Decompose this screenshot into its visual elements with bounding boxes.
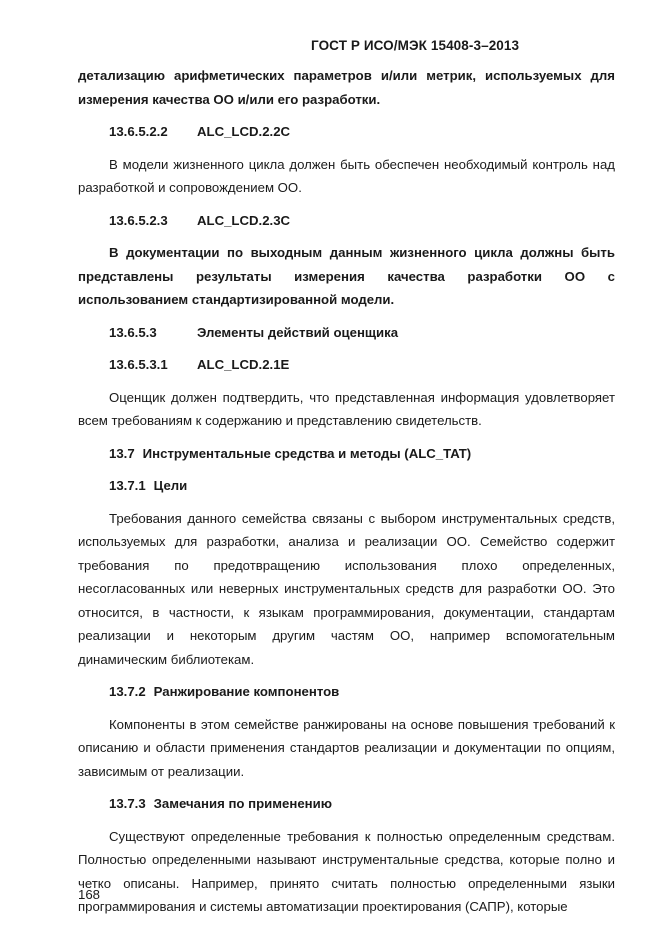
section-number: 13.6.5.3: [109, 324, 157, 340]
paragraph-bold: В документации по выходным данным жизненного цикла должны быть представлены результаты измерения качества разработки ОО с использованием стандартизированной модели.: [78, 245, 615, 307]
paragraph: Существуют определенные требования к полностью определенным средствам. Полностью определенными называют инструментальные средства, которые полно и четко описаны. Например, принято считать полностью определенными языки программирования и системы автоматизации проектирования (САПР), которые: [78, 828, 615, 914]
page-header-standard-title: ГОСТ Р ИСО/МЭК 15408-3–2013: [311, 38, 520, 53]
paragraph: Компоненты в этом семействе ранжированы на основе повышения требований к описанию и области применения стандартов реализации и документации по опциям, зависимым от реализации.: [78, 716, 615, 779]
section-title: ALC_LCD.2.3C: [197, 212, 291, 228]
section-title: Ранжирование компонентов: [153, 684, 340, 699]
paragraph: В модели жизненного цикла должен быть обеспечен необходимый контроль над разработкой и сопровождением ОО.: [78, 156, 615, 195]
document-body: [78, 64, 615, 919]
section-heading-13-6-5-2-2: [78, 120, 615, 144]
section-number: 13.7: [109, 445, 135, 461]
section-heading-13-7-2: [78, 680, 615, 704]
section-title: Цели: [153, 478, 188, 493]
page-number: 168: [78, 887, 101, 902]
section-title: Замечания по применению: [153, 796, 332, 811]
section-number: 13.7.2: [109, 684, 146, 699]
section-title: ALC_LCD.2.1E: [197, 357, 290, 372]
section-number: 13.7.3: [109, 796, 146, 811]
section-heading-13-7-3: [78, 792, 615, 816]
paragraph: Требования данного семейства связаны с выбором инструментальных средств, используемых для разработки, анализа и реализации ОО. Семейство содержит требования по предотвращению использования плохо определенных, несогласованных или неверных инструментальных средств для разработки ОО. Это относится, в частности, к языкам программирования, документации, стандартам реализации и некоторым другим частям ОО, например вспомогательным динамическим библиотекам.: [78, 510, 615, 667]
section-heading-13-6-5-3: [78, 321, 615, 345]
section-heading-13-6-5-2-3: [78, 209, 615, 233]
paragraph: Оценщик должен подтвердить, что представленная информация удовлетворяет всем требованиям к содержанию и представлению свидетельств.: [78, 389, 615, 428]
section-number: 13.6.5.2.3: [109, 212, 168, 228]
section-number: 13.6.5.3.1: [109, 357, 168, 372]
section-title: ALC_LCD.2.2C: [197, 124, 291, 139]
section-title: Инструментальные средства и методы (ALC_TAT): [142, 445, 472, 461]
section-heading-13-7-1: [78, 474, 615, 498]
section-number: 13.7.1: [109, 478, 146, 493]
section-title: Элементы действий оценщика: [197, 324, 399, 340]
section-number: 13.6.5.2.2: [109, 124, 168, 139]
section-heading-13-6-5-3-1: [78, 353, 615, 377]
section-heading-13-7: [78, 442, 615, 466]
paragraph-continuation: детализацию арифметических параметров и/или метрик, используемых для измерения качества ОО и/или его разработки.: [78, 68, 615, 107]
